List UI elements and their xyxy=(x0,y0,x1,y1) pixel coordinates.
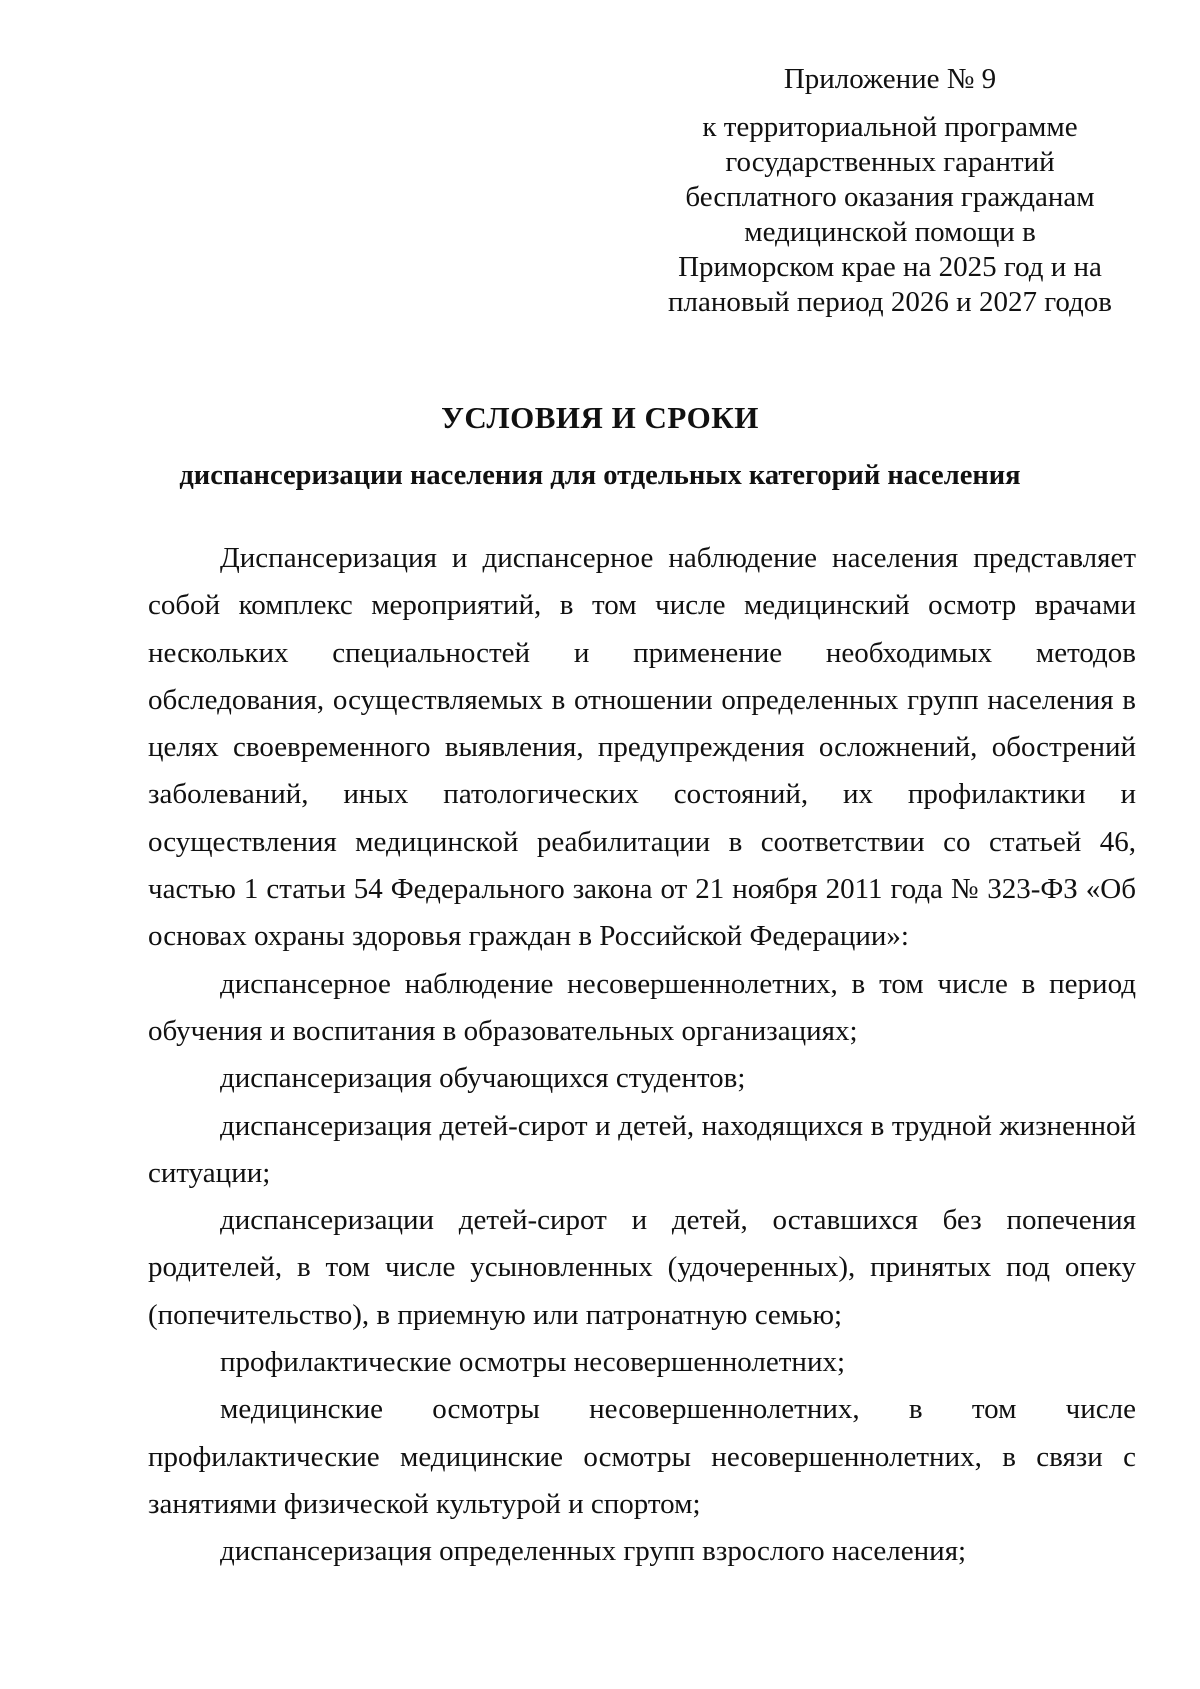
list-item: диспансеризация определенных групп взрослого населения; xyxy=(220,1535,967,1568)
appendix-number: Приложение № 9 xyxy=(783,63,997,95)
document-subtitle: диспансеризации населения для отдельных категорий населения xyxy=(179,460,1021,491)
list-item: диспансеризация детей-сирот и детей, находящихся в трудной жизненной ситуации; xyxy=(148,1109,1136,1189)
paragraph-intro: Диспансеризация и диспансерное наблюдение населения представляет собой комплекс мероприятий, в том числе медицинский осмотр врачами нескольких специальностей и применение необходимых методов обследования, осуществляемых в отношении определенных групп населения в целях своевременного выявления, предупреждения осложнений, обострений заболеваний, иных патологических состояний, их профилактики и осуществления медицинской реабилитации в соответствии со статьей 46, частью 1 статьи 54 Федерального закона от 21 ноября 2011 года № 323-ФЗ «Об основах охраны здоровья граждан в Российской Федерации»: xyxy=(148,542,1136,953)
document-body xyxy=(148,535,1136,1576)
list-item: диспансеризации детей-сирот и детей, оставшихся без попечения родителей, в том числе усыновленных (удочеренных), принятых под опеку (попечительство), в приемную или патронатную семью; xyxy=(148,1204,1136,1331)
list-item: диспансеризация обучающихся студентов; xyxy=(220,1062,746,1095)
list-item: профилактические осмотры несовершеннолетних; xyxy=(220,1346,846,1379)
list-item: диспансерное наблюдение несовершеннолетних, в том числе в период обучения и воспитания в образовательных организациях; xyxy=(148,967,1136,1047)
list-item: медицинские осмотры несовершеннолетних, в том числе профилактические медицинские осмотры несовершеннолетних, в связи с занятиями физической культурой и спортом; xyxy=(148,1393,1136,1520)
appendix-description: к территориальной программе государственных гарантий бесплатного оказания гражданам медицинской помощи в Приморском крае на 2025 год и на плановый период 2026 и 2027 годов xyxy=(668,111,1112,318)
document-title: УСЛОВИЯ И СРОКИ xyxy=(441,400,759,435)
